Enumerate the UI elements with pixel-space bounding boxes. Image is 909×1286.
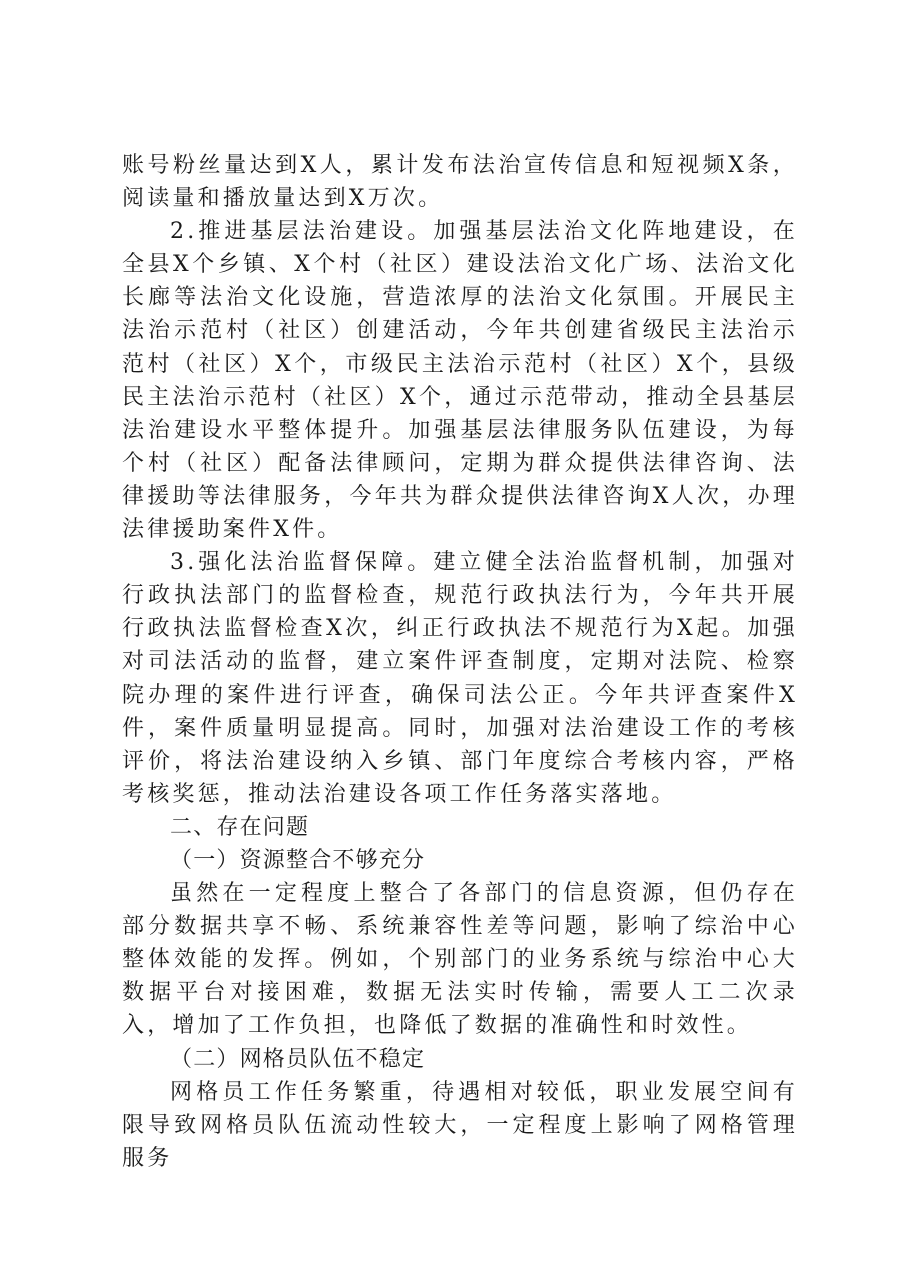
paragraph-rule-of-law-supervision: 3.强化法治监督保障。建立健全法治监督机制，加强对行政执法部门的监督检查，规范行政执法行为，今年共开展行政执法监督检查X次，纠正行政执法不规范行为X起。加强对司法活动的监督，建立案件评查制度，定期对法院、检察院办理的案件进行评查，确保司法公正。今年共评查案件X件，案件质量明显提高。同时，加强对法治建设工作的考核评价，将法治建设纳入乡镇、部门年度综合考核内容，严格考核奖惩，推动法治建设各项工作任务落实落地。 [122,550,798,807]
section-heading-problems: 二、存在问题 [170,814,310,840]
subsection-heading-grid-staff: （二）网格员队伍不稳定 [170,1046,426,1072]
paragraph-resource-integration: 虽然在一定程度上整合了各部门的信息资源，但仍存在部分数据共享不畅、系统兼容性差等问题，影响了综治中心整体效能的发挥。例如，个别部门的业务系统与综治中心大数据平台对接困难，数据无法实时传输，需要人工二次录入，增加了工作负担，也降低了数据的准确性和时效性。 [122,881,798,1039]
subsection-heading-resource-integration: （一）资源整合不够充分 [170,847,426,873]
paragraph-grassroots-rule-of-law: 2.推进基层法治建设。加强基层法治文化阵地建设，在全县X个乡镇、X个村（社区）建设法治文化广场、法治文化长廊等法治文化设施，营造浓厚的法治文化氛围。开展民主法治示范村（社区）创建活动，今年共创建省级民主法治示范村（社区）X个，市级民主法治示范村（社区）X个，县级民主法治示范村（社区）X个，通过示范带动，推动全县基层法治建设水平整体提升。加强基层法律服务队伍建设，为每个村（社区）配备法律顾问，定期为群众提供法律咨询、法律援助等法律服务，今年共为群众提供法律咨询X人次，办理法律援助案件X件。 [122,219,798,543]
document-body [122,149,798,1175]
paragraph-stats-continued: 账号粉丝量达到X人，累计发布法治宣传信息和短视频X条，阅读量和播放量达到X万次。 [122,153,798,212]
paragraph-grid-staff: 网格员工作任务繁重，待遇相对较低，职业发展空间有限导致网格员队伍流动性较大，一定程度上影响了网格管理服务 [122,1079,798,1171]
